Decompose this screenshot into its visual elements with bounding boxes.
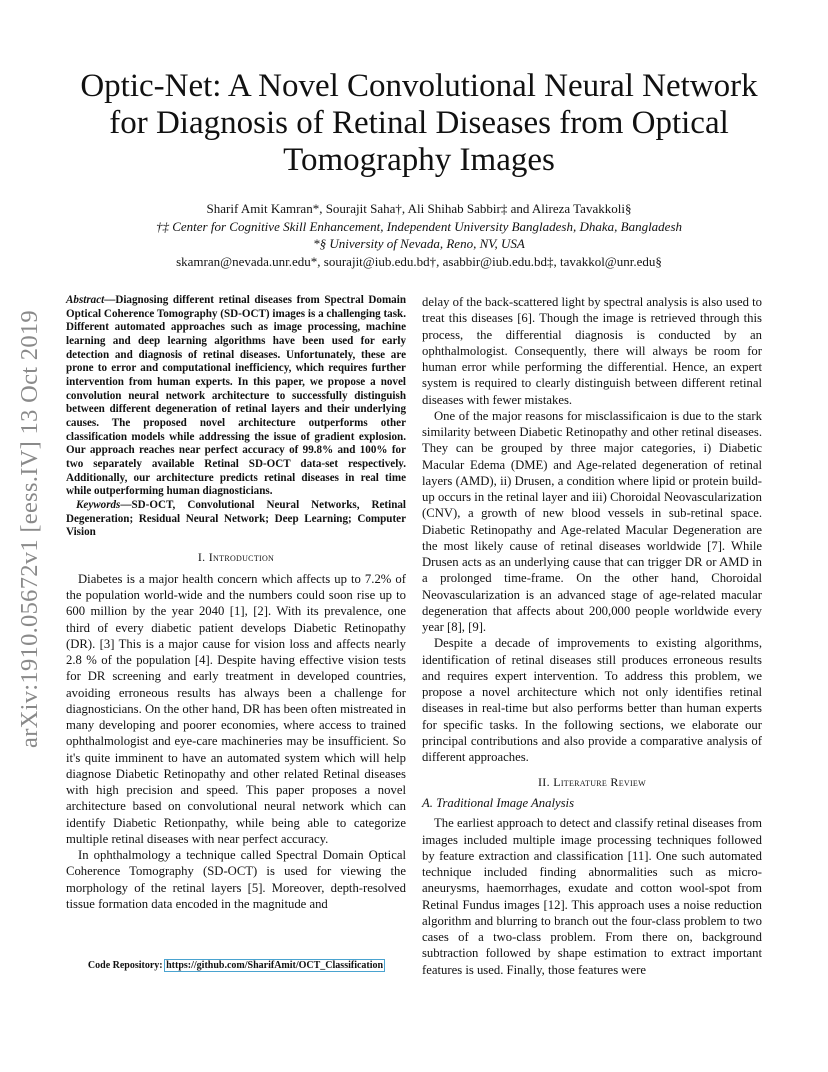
author-block	[60, 200, 778, 270]
title-line: Optic-Net: A Novel Convolutional Neural Network	[80, 68, 758, 104]
title-line: for Diagnosis of Retinal Diseases from Optical	[109, 105, 729, 141]
section-heading-literature-review: II. Literature Review	[538, 775, 646, 790]
affiliation-2: *§ University of Nevada, Reno, NV, USA	[313, 236, 525, 251]
paper-title	[60, 68, 778, 179]
code-repository-note	[66, 960, 406, 971]
author-emails: skamran@nevada.unr.edu*, sourajit@iub.edu.bd†, asabbir@iub.edu.bd‡, tavakkol@unr.edu§	[176, 253, 662, 269]
abstract-text: —Diagnosing different retinal diseases from Spectral Domain Optical Coherence Tomography (SD-OCT) images is a challenging task. Different automated approaches such as image processing, machine learning and deep learning algorithms have been used for early detection and diagnosis of retinal diseases. Unfortunately, these are prone to error and computational inefficiency, which requires further intervention from human experts. In this paper, we propose a novel convolution neural network architecture to successfully distinguish between different degeneration of retinal layers and their underlying causes. The proposed novel architecture outperforms other classification models while addressing the issue of gradient explosion. Our approach reaches near perfect accuracy of 99.8% and 100% for two separately available Retinal SD-OCT data-set respectively. Additionally, our architecture predicts retinal diseases in real time while outperforming human diagnosticians.	[66, 294, 406, 498]
arxiv-id: arXiv:1910.05672v1 [eess.IV] 13 Oct 2019	[16, 310, 43, 748]
arxiv-sidebar	[8, 286, 52, 772]
paragraph: Despite a decade of improvements to existing algorithms, identification of retinal diseases still produces erroneous results and requires expert intervention. To address this problem, we propose a novel architecture which not only identifies retinal diseases in real-time but also performs better than human experts for specific tasks. In the following sections, we elaborate our principal contributions and also provide a comparative analysis of different approaches.	[422, 636, 762, 764]
paragraph: In ophthalmology a technique called Spectral Domain Optical Coherence Tomography (SD-OCT) is used for viewing the morphology of the retinal layers [5]. Moreover, depth-resolved tissue formation data encoded in the magnitude and	[66, 848, 406, 911]
abstract-label: Abstract	[66, 294, 105, 306]
repo-label: Code Repository:	[87, 960, 166, 971]
paragraph: Diabetes is a major health concern which affects up to 7.2% of the population world-wide and the numbers could soon rise up to 600 million by the year 2040 [1], [2]. With its prevalence, one third of every diabetic patient develops Diabetic Retinopathy (DR). [3] This is a major cause for vision loss and affects nearly 2.8 % of the population [4]. Despite having effective vision tests for DR screening and early treatment in developed countries, avoiding erroneous results has always been a challenge for diagnosticians. On the other hand, DR has been often mistreated in many developing and poorer economies, where access to trained ophthalmologist and eye-care machineries may be insufficient. So it's quite imminent to have an automated system which will help diagnose Diabetic Retinopathy and other related Retinal diseases with high precision and speed. This paper proposes a novel architecture based on convolutional neural network which can identify Diabetic Retionpathy, while being able to categorize multiple retinal diseases with near perfect accuracy.	[66, 571, 406, 846]
right-column	[422, 294, 762, 978]
author-names: Sharif Amit Kamran*, Sourajit Saha†, Ali Shihab Sabbir‡ and Alireza Tavakkoli§	[206, 201, 632, 216]
title-line: Tomography Images	[283, 142, 555, 178]
subsection-heading: A. Traditional Image Analysis	[422, 796, 575, 811]
left-column	[66, 294, 406, 912]
repo-link[interactable]: https://github.com/SharifAmit/OCT_Classification	[166, 960, 384, 971]
paragraph: The earliest approach to detect and classify retinal diseases from images included multiple image processing techniques followed by feature extraction and classification [11]. One such automated technique included finding abnormalities such as micro-aneurysms, haemorrhages, exudate and cotton wool-spot from Retinal Fundus images [12]. This approach uses a noise reduction algorithm and blurring to branch out the four-class problem to two cases of a two-class problem. From there on, background subtraction followed by shape estimation to extract important features is used. Finally, those features were	[422, 816, 762, 977]
keywords-text: —SD-OCT, Convolutional Neural Networks, Retinal Degeneration; Residual Neural Network; Deep Learning; Computer Vision	[66, 498, 406, 539]
abstract	[66, 294, 406, 540]
paragraph: delay of the back-scattered light by spectral analysis is also used to treat this diseases [6]. Though the image is retrieved through this process, the differential diagnosis is conducted by an ophthalmologist. Consequently, there will always be room for human error while performing the differential. Hence, an expert system is required to clearly distinguish between different retinal diseases with fewer mistakes.	[422, 295, 762, 407]
paragraph: One of the major reasons for misclassificaion is due to the stark similarity between Diabetic Retinopathy and other retinal diseases. They can be grouped by three major categories, i) Diabetic Macular Edema (DME) and Age-related degeneration of retinal layers (AMD), ii) Drusen, a condition where lipid or protein build-up occurs in the retinal layer and iii) Choroidal Neovascularization (CNV), a growth of new blood vessels in sub-retinal space. Diabetic Retinopathy and Age-related Macular Degeneration are the most likely cause of retinal diseases worldwide [7]. While Drusen acts as an underlying cause that can trigger DR or AMD in a prolonged time-frame. On the other hand, Choroidal Neovascularization is an advanced stage of age-related macular degeneration that affects about 200,000 people worldwide every year [8], [9].	[422, 408, 762, 634]
section-heading-introduction: I. Introduction	[197, 549, 275, 564]
affiliation-1: †‡ Center for Cognitive Skill Enhancement, Independent University Bangladesh, Dhaka, Bangladesh	[155, 218, 683, 234]
keywords-label: Keywords	[76, 498, 121, 511]
